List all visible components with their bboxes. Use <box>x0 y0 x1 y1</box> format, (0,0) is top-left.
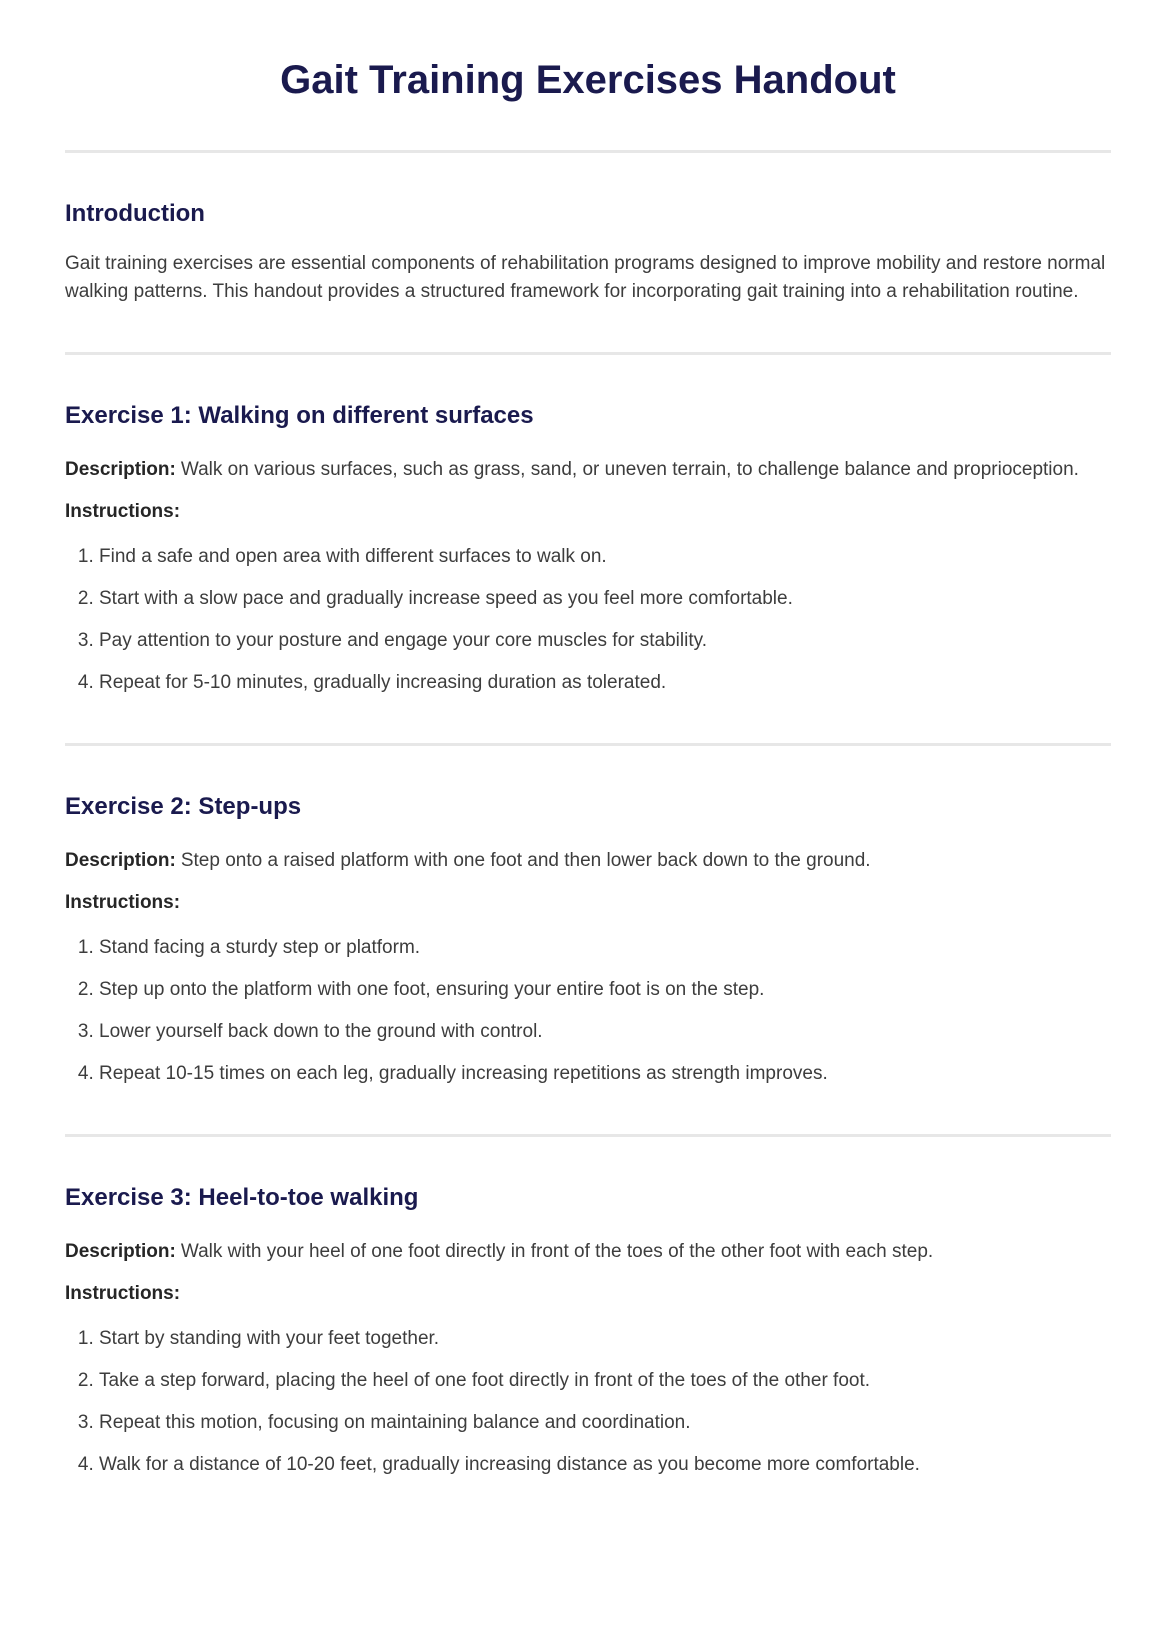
step-item: 3. Pay attention to your posture and engage your core muscles for stability. <box>99 627 1111 655</box>
description-label: Description: <box>65 459 176 480</box>
step-item: 1. Stand facing a sturdy step or platform. <box>99 934 1111 962</box>
instructions-label: Instructions: <box>65 501 181 522</box>
exercise-heading: Exercise 3: Heel-to-toe walking <box>65 1184 419 1211</box>
description-text: Walk on various surfaces, such as grass, sand, or uneven terrain, to challenge balance and proprioception. <box>180 459 1079 480</box>
step-item: 4. Walk for a distance of 10-20 feet, gradually increasing distance as you become more comfortable. <box>99 1451 1111 1479</box>
instructions-label: Instructions: <box>65 1283 181 1304</box>
description-text: Step onto a raised platform with one foot and then lower back down to the ground. <box>180 850 871 871</box>
instructions-heading <box>65 889 1111 917</box>
instructions-list <box>65 543 1111 697</box>
section-divider <box>65 1134 1111 1137</box>
step-item: 4. Repeat 10-15 times on each leg, gradually increasing repetitions as strength improves. <box>99 1060 1111 1088</box>
section-divider <box>65 352 1111 355</box>
exercise-heading: Exercise 2: Step-ups <box>65 793 302 820</box>
exercise-description <box>65 456 1111 484</box>
intro-paragraph: Gait training exercises are essential components of rehabilitation programs designed to improve mobility and restore normal walking patterns. This handout provides a structured framework for incorporating gait training into a rehabilitation routine. <box>65 253 1106 302</box>
step-item: 1. Find a safe and open area with different surfaces to walk on. <box>99 543 1111 571</box>
step-item: 4. Repeat for 5-10 minutes, gradually increasing duration as tolerated. <box>99 669 1111 697</box>
step-item: 2. Step up onto the platform with one foot, ensuring your entire foot is on the step. <box>99 976 1111 1004</box>
step-item: 3. Repeat this motion, focusing on maintaining balance and coordination. <box>99 1409 1111 1437</box>
document-title: Gait Training Exercises Handout <box>280 58 896 102</box>
exercise-heading: Exercise 1: Walking on different surfaces <box>65 402 534 429</box>
exercise-section-2 <box>65 792 1111 1088</box>
exercise-description <box>65 847 1111 875</box>
instructions-list <box>65 1325 1111 1479</box>
instructions-list <box>65 934 1111 1088</box>
section-divider <box>65 743 1111 746</box>
description-label: Description: <box>65 850 176 871</box>
intro-section <box>65 199 1111 306</box>
description-text: Walk with your heel of one foot directly in front of the toes of the other foot with each step. <box>180 1241 934 1262</box>
exercise-description <box>65 1238 1111 1266</box>
instructions-heading <box>65 498 1111 526</box>
step-item: 3. Lower yourself back down to the ground with control. <box>99 1018 1111 1046</box>
step-item: 2. Take a step forward, placing the heel of one foot directly in front of the toes of the other foot. <box>99 1367 1111 1395</box>
step-item: 2. Start with a slow pace and gradually increase speed as you feel more comfortable. <box>99 585 1111 613</box>
intro-heading: Introduction <box>65 200 205 227</box>
description-label: Description: <box>65 1241 176 1262</box>
exercise-section-1 <box>65 401 1111 697</box>
step-item: 1. Start by standing with your feet together. <box>99 1325 1111 1353</box>
exercise-section-3 <box>65 1183 1111 1479</box>
instructions-label: Instructions: <box>65 892 181 913</box>
instructions-heading <box>65 1280 1111 1308</box>
section-divider <box>65 150 1111 153</box>
